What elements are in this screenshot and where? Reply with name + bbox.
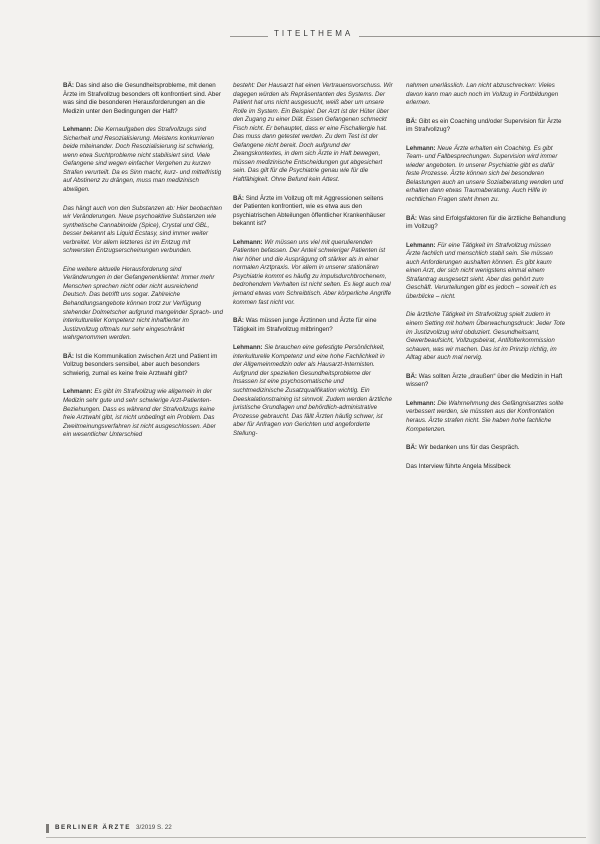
answer-text: Die Kernaufgaben des Strafvollzugs sind Sicherheit und Resozialisierung. Meistens konkurrieren beide miteinander. Doch Resozialisierung ist schwierig, wenn etwa Suchtprobleme nicht stabilisiert sind. Viele Gefangene sind wegen einfacher Vergehen zu kurzen Strafen verurteilt. Da es Sinn macht, kurz- und mittelfristig auf Abstinenz zu drängen, muss man medizinisch abwägen. [63, 126, 222, 194]
text-column-2 [233, 82, 393, 448]
paragraph [233, 195, 393, 229]
paragraph [406, 145, 566, 205]
paragraph [406, 444, 566, 453]
answer-text: Sie brauchen eine gefestigte Persönlichkeit, interkulturelle Kompetenz und eine hohe Fachlichkeit in der Allgemeinmedizin oder als Hausarzt-Internisten. Aufgrund der speziellen Gesundheitsprobleme der Insassen ist eine psychosomatische und suchtmedizinische Zusatzqualifikation wichtig. Ein Deeskalationstraining ist sinnvoll. Zudem werden ärztliche juristische Grundlagen und behördlich-administrative Prozesse gebraucht. Das fällt Ärzten häufig schwer, ist aber für Anfragen von Gerichten und angeforderte Stellung- [233, 344, 392, 437]
footer-rule [46, 837, 586, 838]
paragraph [406, 215, 566, 232]
paragraph [63, 82, 223, 116]
section-title: TITELTHEMA [268, 29, 359, 38]
magazine-name: BERLINER ÄRZTE [55, 824, 131, 831]
question-text: Das Interview führte Angela Misslbeck [406, 462, 511, 470]
paragraph [233, 82, 393, 185]
question-text: Was sind Erfolgsfaktoren für die ärztliche Behandlung im Vollzug? [406, 214, 566, 231]
paragraph [233, 317, 393, 334]
paragraph [63, 388, 223, 439]
question-text: Das sind also die Gesundheitsprobleme, mit denen Ärzte im Strafvollzug besonders oft konfrontiert sind. Aber was sind die besonderen Herausforderungen an die Medizin unter den Bedingungen der Haft? [63, 82, 221, 115]
answer-text: nahmen unerlässlich. Lan nicht abzuschrecken: Vieles davon kann man auch noch im Vollzug in Fortbildungen erlernen. [406, 82, 559, 107]
speaker-label: Lehmann: [406, 399, 436, 407]
answer-text: Die Wahrnehmung des Gefängnisarztes sollte verbessert werden, sie müssten aus der Konfrontation heraus. Ärzte strafen nicht. Sie haben hohe fachliche Kompetenzen. [406, 399, 564, 433]
paragraph [63, 126, 223, 194]
page-footer [46, 824, 586, 834]
question-text: Was müssen junge Ärztinnen und Ärzte für eine Tätigkeit im Strafvollzug mitbringen? [233, 317, 377, 333]
paragraph [406, 242, 566, 302]
section-header [0, 24, 600, 44]
paragraph [406, 311, 566, 362]
answer-text: Wir müssen uns viel mit querulierenden Patienten befassen. Der Anteil schwieriger Patienten ist hier höher und die Ausprägung oft stärker als in einer normalen Arztpraxis. Vor allem in unserer stationären Psychiatrie kommt es häufig zu impulsdurchbrochenem, bedrohendem Verhalten ist nicht selten. Es liegt auch mal jemand etwas vom Schreibtisch. Aber körperliche Angriffe kommen fast nicht vor. [233, 238, 392, 306]
paragraph [406, 463, 566, 472]
text-column-1 [63, 82, 223, 450]
speaker-label: Lehmann: [406, 144, 436, 152]
paragraph [406, 400, 566, 434]
speaker-label: Lehmann: [233, 344, 263, 352]
text-column-3 [406, 82, 566, 481]
question-text: Gibt es ein Coaching und/oder Supervision für Ärzte im Strafvollzug? [406, 117, 562, 134]
answer-text: Für eine Tätigkeit im Strafvollzug müssen Ärzte fachlich und menschlich stabil sein. Sie müssen auch Anforderungen aushalten können. Es gibt kaum einen Arzt, der sich nicht wenigstens einmal einem Strafantrag ausgesetzt sieht. Aber das gehört zum Geschäft. Verurteilungen gibt es jedoch – soweit ich es überblicke – nicht. [406, 241, 557, 300]
speaker-label: BÄ: [406, 444, 417, 452]
answer-text: Neue Ärzte erhalten ein Coaching. Es gibt Team- und Fallbesprechungen. Supervision wird immer wieder angeboten. In unserer Psychiatrie gibt es dafür feste Prozesse. Ärzte können sich bei besonderen Belastungen auch an unsere Sozialberatung wenden und erhalten dann etwas Traumaberatung. Auch Hilfe in rechtlichen Fragen steht ihnen zu. [406, 144, 564, 204]
paragraph [406, 82, 566, 108]
speaker-label: Lehmann: [406, 241, 436, 249]
speaker-label: BÄ: [406, 117, 417, 125]
paragraph [63, 205, 223, 256]
question-text: Wir bedanken uns für das Gespräch. [418, 444, 520, 452]
paragraph [406, 373, 566, 390]
answer-text: Die ärztliche Tätigkeit im Strafvollzug spielt zudem in einem Setting mit hohem Überwachungsdruck: Jeder Tote im Justizvollzug wird obduziert. Gesundheitsamt, Gewerbeaufsicht, Vollzugsbeirat, Antifolterkommission schauen, was wir machen. Das ist im Prinzip richtig, im Alltag aber auch mal nervig. [406, 311, 566, 362]
speaker-label: BÄ: [233, 317, 244, 325]
scan-edge-shadow [586, 0, 600, 844]
paragraph [406, 118, 566, 135]
question-text: Sind Ärzte im Vollzug oft mit Aggressionen seitens der Patienten konfrontiert, wie es etwa aus den psychiatrischen Abteilungen öffentlicher Krankenhäuser bekannt ist? [233, 194, 386, 228]
paragraph [233, 344, 393, 438]
speaker-label: BÄ: [406, 214, 417, 222]
issue-number: 3/2019 S. 22 [136, 824, 172, 831]
speaker-label: BÄ: [63, 82, 74, 89]
answer-text: besteht: Der Hausarzt hat einen Vertrauensvorschuss. Wir dagegen würden als Repräsentanten des Systems. Der Patient hat uns nicht ausgesucht, weiß aber um unsere Rolle im System. Ein Beispiel: Der Arzt ist der Hüter über den Zugang zu einer Diät. Essen Gefangenen schmeckt Fisch nicht. Er behauptet, dass er eine Fischallergie hat. Das muss dann getestet werden. Zu dem Test ist der Gefangene nicht bereit. Doch aufgrund der Zwangskontextes, in dem sich Ärzte in Haft bewegen, müssen medizinische Entscheidungen gut abgesichert sein. Das gilt für die Psychiatrie genau wie für die Haftfähigkeit. Ohne Befund kein Attest. [233, 82, 393, 184]
question-text: Was sollten Ärzte „draußen“ über die Medizin in Haft wissen? [406, 372, 563, 389]
speaker-label: Lehmann: [63, 388, 93, 396]
footer-marker [46, 824, 49, 833]
answer-text: Es gibt im Strafvollzug wie allgemein in der Medizin sehr gute und sehr schwierige Arzt-Patienten-Beziehungen. Dass es während der Strafvollzugs keine freie Arztwahl gibt, ist nicht unbedingt ein Problem. Das Zweitmeinungsverfahren ist nicht ausgeschlossen. Aber ein wesentlicher Unterschied [63, 388, 216, 439]
speaker-label: BÄ: [63, 352, 74, 360]
paragraph [63, 266, 223, 343]
answer-text: Das hängt auch von den Substanzen ab: Hier beobachten wir Veränderungen. Neue psychoaktive Substanzen wie synthetische Cannabinoide (Spice), Crystal und GBL, besser bekannt als Liquid Ecstasy, sind immer weiter verbreitet. Vor allem letzteres ist im Entzug mit schwersten Entzugserscheinungen verbunden. [63, 204, 222, 255]
paragraph [63, 353, 223, 379]
speaker-label: Lehmann: [233, 238, 263, 246]
speaker-label: BÄ: [233, 194, 244, 202]
answer-text: Eine weitere aktuelle Herausforderung sind Veränderungen in der Gefangenenklientel: Immer mehr Menschen sprechen nicht oder nicht ausreichend Deutsch. Das betrifft uns sogar. Zahlreiche Behandlungsangebote können trotz zur Verfügung stehender Dolmetscher aufgrund mangelnder Sprach- und interkultureller Kompetenz nicht inhaftierter im Justizvollzug oftmals nur sehr eingeschränkt wahrgenommen werden. [63, 265, 223, 342]
speaker-label: BÄ: [406, 372, 417, 380]
speaker-label: Lehmann: [63, 126, 93, 134]
question-text: Ist die Kommunikation zwischen Arzt und Patient im Vollzug besonders sensibel, aber auch besonders schwierig, zumal es keine freie Arztwahl gibt? [63, 352, 218, 377]
paragraph [233, 239, 393, 307]
